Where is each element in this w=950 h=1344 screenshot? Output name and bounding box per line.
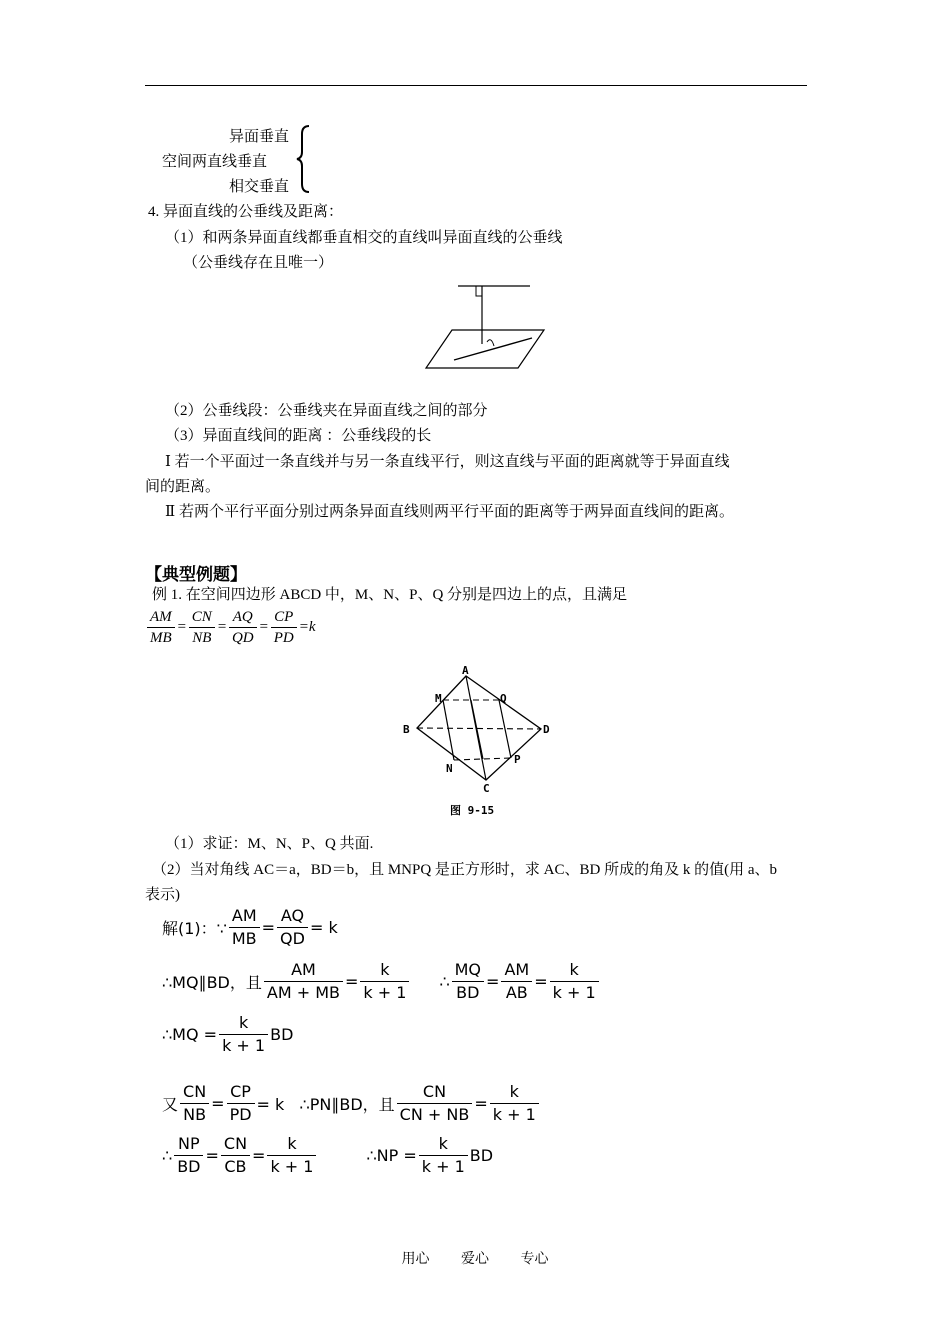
solution-mid: ∴NP = bbox=[366, 1146, 417, 1165]
fraction bbox=[227, 1081, 255, 1126]
fraction bbox=[277, 905, 308, 950]
solution-prefix: 解(1)：∵ bbox=[162, 919, 227, 938]
question2-line2: 表示) bbox=[145, 887, 180, 903]
footer-text-1: 用心 bbox=[401, 1252, 430, 1267]
label-B: B bbox=[403, 723, 410, 736]
quadrilateral-figure bbox=[395, 662, 560, 822]
fraction bbox=[419, 1133, 468, 1178]
example1-intro: 例 1. 在空间四边形 ABCD 中，M、N、P、Q 分别是四边上的点，且满足 bbox=[152, 587, 628, 603]
fraction-num: CP bbox=[227, 1081, 255, 1104]
fraction-den: NB bbox=[183, 1105, 207, 1124]
footer-text-2: 爱心 bbox=[461, 1252, 489, 1267]
fraction-den: MB bbox=[150, 630, 172, 646]
figure-caption: 图 9-15 bbox=[450, 804, 495, 817]
fraction-den: k + 1 bbox=[552, 983, 596, 1002]
label-D: D bbox=[543, 723, 550, 736]
fraction-den: AB bbox=[505, 983, 528, 1002]
equals-sign: = bbox=[211, 1094, 225, 1113]
header-rule bbox=[145, 85, 807, 86]
equals-sign: = bbox=[261, 918, 276, 937]
label-A: A bbox=[462, 664, 469, 677]
fraction-num: AQ bbox=[277, 905, 308, 928]
fraction bbox=[490, 1081, 539, 1126]
fraction bbox=[264, 959, 343, 1004]
fraction bbox=[219, 1012, 268, 1057]
fraction bbox=[360, 959, 409, 1004]
fraction-num: k bbox=[219, 1012, 268, 1035]
k-symbol: k bbox=[308, 619, 316, 635]
solution-line5 bbox=[162, 1133, 493, 1178]
fraction-den: PD bbox=[229, 1105, 252, 1124]
fraction-num: AM bbox=[501, 959, 532, 982]
fraction bbox=[147, 607, 175, 648]
question2-line1: （2）当对角线 AC＝a，BD＝b，且 MNPQ 是正方形时，求 AC、BD 所成的角及 k 的值(用 a、b bbox=[152, 862, 778, 878]
section4-p1-note: （公垂线存在且唯一） bbox=[183, 255, 334, 271]
curly-brace-icon bbox=[295, 124, 315, 194]
class-item-skew: 异面垂直 bbox=[229, 129, 290, 145]
equals-sign: = bbox=[345, 972, 359, 991]
fraction-num: CN bbox=[180, 1081, 209, 1104]
rule1-line1: Ⅰ 若一个平面过一条直线并与另一条直线平行，则这直线与平面的距离就等于异面直线 bbox=[165, 454, 730, 470]
equals-sign: = bbox=[298, 619, 309, 635]
fraction-num: AM bbox=[229, 905, 260, 928]
fraction-den: k + 1 bbox=[363, 983, 407, 1002]
equals-sign: = bbox=[205, 1146, 219, 1165]
fraction bbox=[550, 959, 599, 1004]
page-footer bbox=[0, 1248, 950, 1268]
fraction-den: CB bbox=[224, 1157, 247, 1176]
fraction bbox=[267, 1133, 316, 1178]
common-perpendicular-figure bbox=[420, 280, 550, 372]
fraction-den: BD bbox=[456, 983, 480, 1002]
solution-tail: BD bbox=[469, 1146, 494, 1165]
fraction bbox=[174, 1133, 203, 1178]
fraction-den: AM + MB bbox=[266, 983, 340, 1002]
fraction-num: k bbox=[550, 959, 599, 982]
label-C: C bbox=[483, 782, 490, 795]
fraction-num: AQ bbox=[229, 607, 257, 628]
fraction bbox=[180, 1081, 209, 1126]
fraction-num: AM bbox=[264, 959, 343, 982]
solution-prefix: ∴MQ = bbox=[162, 1025, 218, 1044]
therefore-symbol: ∴ bbox=[439, 972, 450, 991]
fraction-num: CN bbox=[221, 1133, 250, 1156]
solution-prefix: ∴MQ∥BD，且 bbox=[162, 973, 262, 992]
fraction bbox=[501, 959, 532, 1004]
fraction bbox=[229, 607, 257, 648]
fraction-den: BD bbox=[177, 1157, 201, 1176]
fraction-num: NP bbox=[174, 1133, 203, 1156]
equals-sign: = bbox=[258, 619, 269, 635]
class-item-intersect: 相交垂直 bbox=[229, 179, 290, 195]
section4-p1: （1）和两条异面直线都垂直相交的直线叫异面直线的公垂线 bbox=[165, 230, 563, 246]
equals-sign: = bbox=[176, 619, 187, 635]
fraction-den: k + 1 bbox=[270, 1157, 314, 1176]
equals-sign: = bbox=[534, 972, 548, 991]
fraction-den: QD bbox=[231, 630, 254, 646]
solution-prefix: 又 bbox=[162, 1095, 179, 1114]
fraction-den: MB bbox=[231, 929, 257, 948]
footer-text-3: 专心 bbox=[520, 1252, 549, 1267]
solution-line3 bbox=[162, 1012, 293, 1057]
therefore-symbol: ∴ bbox=[162, 1146, 173, 1165]
section4-heading: 4. 异面直线的公垂线及距离： bbox=[148, 204, 344, 220]
fraction-num: k bbox=[360, 959, 409, 982]
fraction-num: k bbox=[419, 1133, 468, 1156]
section4-p3: （3）异面直线间的距离 ：公垂线段的长 bbox=[165, 428, 432, 444]
fraction bbox=[189, 607, 215, 648]
examples-title: 【典型例题】 bbox=[145, 565, 247, 585]
fraction-num: AM bbox=[147, 607, 175, 628]
solution-tail: BD bbox=[270, 1025, 294, 1044]
solution-line2 bbox=[162, 959, 601, 1004]
label-Q: Q bbox=[500, 692, 507, 705]
solution-line4 bbox=[162, 1081, 541, 1126]
fraction bbox=[271, 607, 297, 648]
fraction-num: k bbox=[490, 1081, 539, 1104]
fraction bbox=[397, 1081, 473, 1126]
fraction-den: k + 1 bbox=[222, 1036, 266, 1055]
label-N: N bbox=[446, 762, 453, 775]
fraction bbox=[229, 905, 260, 950]
solution-line1 bbox=[162, 905, 338, 950]
fraction bbox=[221, 1133, 250, 1178]
fraction bbox=[452, 959, 484, 1004]
question1: （1）求证：M、N、P、Q 共面. bbox=[165, 836, 374, 852]
solution-tail: = k bbox=[309, 918, 338, 937]
ratio-equation bbox=[145, 607, 316, 648]
label-P: P bbox=[514, 753, 521, 766]
rule2: Ⅱ 若两个平行平面分别过两条异面直线则两平行平面的距离等于两异面直线间的距离。 bbox=[165, 504, 734, 520]
label-M: M bbox=[435, 692, 442, 705]
equals-sign: = bbox=[486, 972, 500, 991]
fraction-num: MQ bbox=[452, 959, 484, 982]
fraction-den: QD bbox=[280, 929, 305, 948]
fraction-den: PD bbox=[273, 630, 294, 646]
fraction-den: k + 1 bbox=[492, 1105, 536, 1124]
equals-sign: = bbox=[474, 1094, 488, 1113]
fraction-den: k + 1 bbox=[421, 1157, 465, 1176]
fraction-num: CP bbox=[271, 607, 297, 628]
fraction-num: k bbox=[267, 1133, 316, 1156]
fraction-num: CN bbox=[397, 1081, 473, 1104]
fraction-den: NB bbox=[192, 630, 212, 646]
class-main: 空间两直线垂直 bbox=[162, 154, 268, 170]
section4-p2: （2）公垂线段：公垂线夹在异面直线之间的部分 bbox=[165, 403, 488, 419]
solution-mid: = k ∴PN∥BD，且 bbox=[256, 1095, 395, 1114]
equals-sign: = bbox=[216, 619, 227, 635]
rule1-line2: 间的距离。 bbox=[145, 479, 221, 495]
fraction-den: CN + NB bbox=[399, 1105, 470, 1124]
fraction-num: CN bbox=[189, 607, 215, 628]
equals-sign: = bbox=[252, 1146, 266, 1165]
